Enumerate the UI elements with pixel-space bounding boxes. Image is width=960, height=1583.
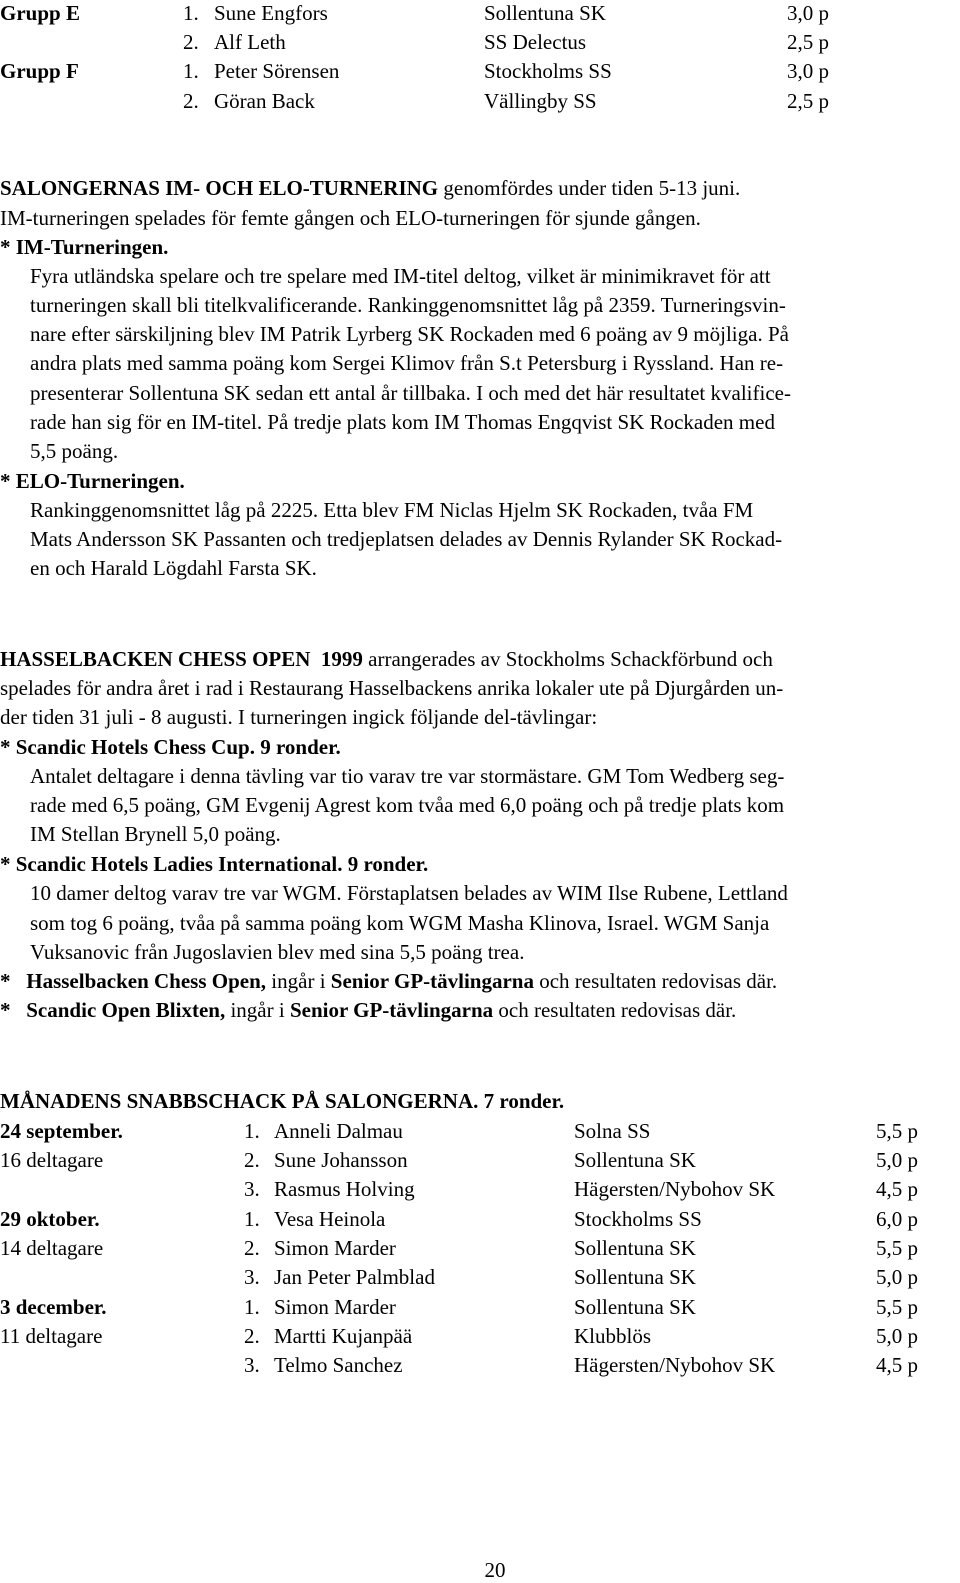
group-label: Grupp E	[0, 1, 80, 25]
im-heading: * IM-Turneringen.	[0, 235, 169, 259]
player-name: Anneli Dalmau	[274, 1119, 403, 1143]
place: 1.	[183, 1, 199, 25]
event-date: 14 deltagare	[0, 1236, 104, 1260]
salong-heading: SALONGERNAS IM- OCH ELO-TURNERING	[0, 176, 439, 200]
elo-heading: * ELO-Turneringen.	[0, 469, 185, 493]
event-date: 24 september.	[0, 1119, 123, 1143]
place: 2.	[244, 1236, 260, 1260]
event-date: 16 deltagare	[0, 1148, 104, 1172]
points: 5,5 p	[876, 1236, 918, 1260]
club: Stockholms SS	[484, 59, 612, 83]
player-name: Göran Back	[214, 89, 315, 113]
ladies-heading: * Scandic Hotels Ladies International. 9 ronder.	[0, 852, 429, 876]
club: Sollentuna SK	[574, 1265, 696, 1289]
hasselbacken-heading-line	[0, 646, 773, 672]
paragraph-line: spelades för andra året i rad i Restaurang Hasselbackens anrika lokaler ute på Djurgården un-	[0, 676, 784, 700]
paragraph-line: Vuksanovic från Jugoslavien blev med sina 5,5 poäng trea.	[30, 940, 525, 964]
points: 2,5 p	[787, 89, 829, 113]
player-name: Sune Engfors	[214, 1, 328, 25]
club: Sollentuna SK	[574, 1236, 696, 1260]
club: SS Delectus	[484, 30, 587, 54]
paragraph-line: nare efter särskiljning blev IM Patrik Lyrberg SK Rockaden med 6 poäng av 9 möjliga. På	[30, 322, 789, 346]
paragraph-line: Rankinggenomsnittet låg på 2225. Etta blev FM Niclas Hjelm SK Rockaden, tvåa FM	[30, 498, 754, 522]
open-name: Hasselbacken Chess Open,	[26, 969, 267, 993]
points: 5,5 p	[876, 1295, 918, 1319]
paragraph-line: andra plats med samma poäng kom Sergei Klimov från S.t Petersburg i Ryssland. Han re-	[30, 351, 784, 375]
player-name: Telmo Sanchez	[274, 1353, 403, 1377]
blitz-mid: ingår i	[225, 998, 290, 1022]
points: 4,5 p	[876, 1177, 918, 1201]
points: 3,0 p	[787, 1, 829, 25]
event-date: 11 deltagare	[0, 1324, 103, 1348]
player-name: Martti Kujanpää	[274, 1324, 413, 1348]
place: 3.	[244, 1177, 260, 1201]
paragraph-line: 10 damer deltog varav tre var WGM. Förstaplatsen belades av WIM Ilse Rubene, Lettland	[30, 881, 788, 905]
points: 5,0 p	[876, 1324, 918, 1348]
place: 2.	[244, 1148, 260, 1172]
paragraph-line: rade han sig för en IM-titel. På tredje plats kom IM Thomas Engqvist SK Rockaden med	[30, 410, 775, 434]
paragraph-line: som tog 6 poäng, tvåa på samma poäng kom WGM Masha Klinova, Israel. WGM Sanja	[30, 911, 770, 935]
player-name: Alf Leth	[214, 30, 286, 54]
open-line	[0, 968, 777, 994]
place: 1.	[244, 1207, 260, 1231]
club: Sollentuna SK	[484, 1, 606, 25]
salong-heading-line	[0, 175, 740, 201]
page-number: 20	[484, 1558, 506, 1582]
points: 5,0 p	[876, 1265, 918, 1289]
open-mid: ingår i	[266, 969, 331, 993]
player-name: Sune Johansson	[274, 1148, 408, 1172]
club: Klubblös	[574, 1324, 652, 1348]
points: 5,0 p	[876, 1148, 918, 1172]
paragraph-line: rade med 6,5 poäng, GM Evgenij Agrest kom tvåa med 6,0 poäng och på tredje plats kom	[30, 793, 785, 817]
paragraph-line: Mats Andersson SK Passanten och tredjeplatsen delades av Dennis Rylander SK Rockad-	[30, 527, 783, 551]
senior-gp: Senior GP-tävlingarna	[330, 969, 534, 993]
salong-heading-rest: genomfördes under tiden 5-13 juni.	[438, 176, 741, 200]
player-name: Vesa Heinola	[274, 1207, 386, 1231]
place: 2.	[183, 30, 199, 54]
points: 2,5 p	[787, 30, 829, 54]
blitz-rest: och resultaten redovisas där.	[493, 998, 737, 1022]
player-name: Rasmus Holving	[274, 1177, 415, 1201]
open-rest: och resultaten redovisas där.	[533, 969, 778, 993]
place: 1.	[183, 59, 199, 83]
club: Sollentuna SK	[574, 1148, 696, 1172]
paragraph-line: IM Stellan Brynell 5,0 poäng.	[30, 822, 281, 846]
club: Hägersten/Nybohov SK	[574, 1177, 776, 1201]
club: Sollentuna SK	[574, 1295, 696, 1319]
paragraph-line: presenterar Sollentuna SK sedan ett antal år tillbaka. I och med det här resultatet kvalifice-	[30, 381, 791, 405]
group-label: Grupp F	[0, 59, 79, 83]
place: 1.	[244, 1295, 260, 1319]
paragraph-line: Antalet deltagare i denna tävling var tio varav tre var stormästare. GM Tom Wedberg seg-	[30, 764, 785, 788]
bullet-star: *	[0, 998, 11, 1022]
place: 2.	[244, 1324, 260, 1348]
event-date: 29 oktober.	[0, 1207, 100, 1231]
club: Hägersten/Nybohov SK	[574, 1353, 776, 1377]
bullet-star: *	[0, 969, 11, 993]
cup-heading: * Scandic Hotels Chess Cup. 9 ronder.	[0, 735, 341, 759]
senior-gp: Senior GP-tävlingarna	[289, 998, 494, 1022]
hasselbacken-line1-rest: arrangerades av Stockholms Schackförbund och	[362, 647, 773, 671]
paragraph-line: IM-turneringen spelades för femte gången och ELO-turneringen för sjunde gången.	[0, 206, 701, 230]
blitz-line	[0, 997, 736, 1023]
hasselbacken-year: 1999	[320, 647, 363, 671]
club: Solna SS	[574, 1119, 651, 1143]
points: 6,0 p	[876, 1207, 918, 1231]
club: Stockholms SS	[574, 1207, 702, 1231]
hasselbacken-title: HASSELBACKEN CHESS OPEN	[0, 647, 311, 671]
paragraph-line: der tiden 31 juli - 8 augusti. I turneringen ingick följande del-tävlingar:	[0, 705, 598, 729]
paragraph-line: Fyra utländska spelare och tre spelare med IM-titel deltog, vilket är minimikravet för att	[30, 264, 771, 288]
points: 5,5 p	[876, 1119, 918, 1143]
place: 2.	[183, 89, 199, 113]
club: Vällingby SS	[484, 89, 597, 113]
snabbschack-heading: MÅNADENS SNABBSCHACK PÅ SALONGERNA. 7 ronder.	[0, 1089, 565, 1113]
place: 3.	[244, 1353, 260, 1377]
place: 3.	[244, 1265, 260, 1289]
event-date: 3 december.	[0, 1295, 107, 1319]
paragraph-line: 5,5 poäng.	[30, 439, 119, 463]
blitz-name: Scandic Open Blixten,	[26, 998, 226, 1022]
paragraph-line: en och Harald Lögdahl Farsta SK.	[30, 556, 317, 580]
player-name: Peter Sörensen	[214, 59, 340, 83]
paragraph-line: turneringen skall bli titelkvalificerande. Rankinggenomsnittet låg på 2359. Turneringsvin-	[30, 293, 786, 317]
points: 4,5 p	[876, 1353, 918, 1377]
place: 1.	[244, 1119, 260, 1143]
player-name: Simon Marder	[274, 1295, 396, 1319]
player-name: Simon Marder	[274, 1236, 396, 1260]
player-name: Jan Peter Palmblad	[274, 1265, 435, 1289]
points: 3,0 p	[787, 59, 829, 83]
